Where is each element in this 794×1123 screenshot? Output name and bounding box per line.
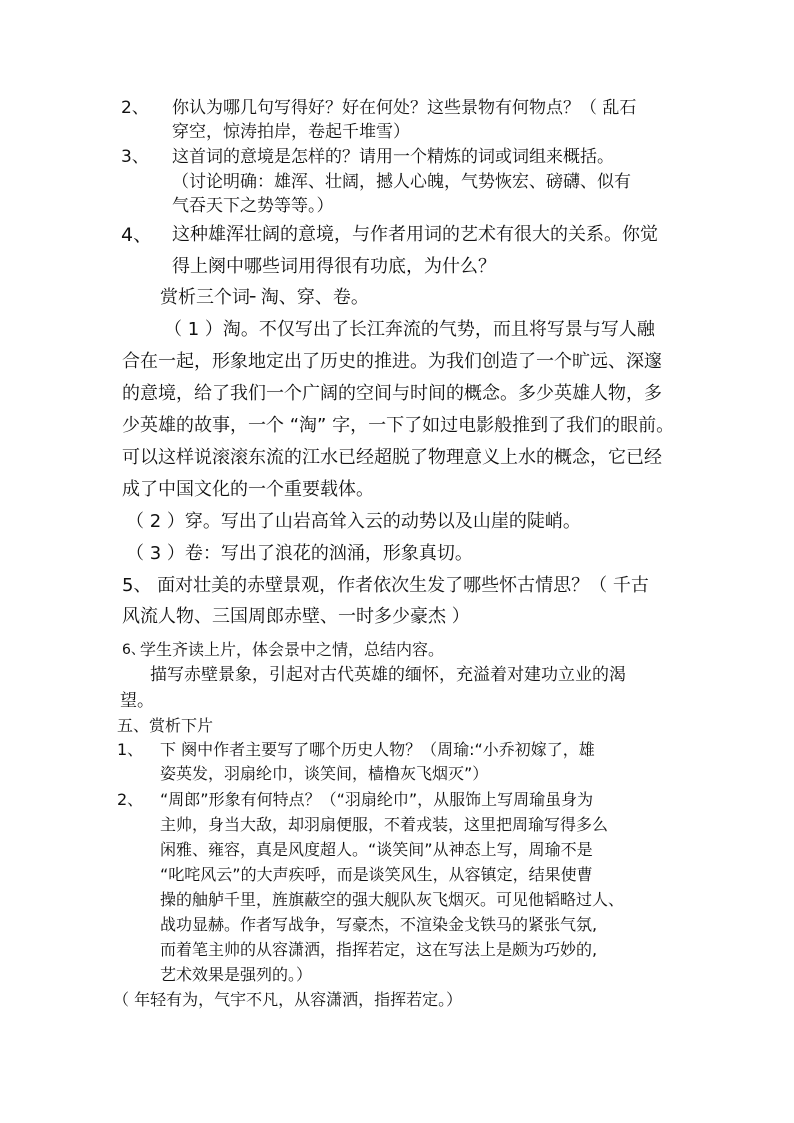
summary-line-2: 望。: [120, 691, 154, 711]
s1-line-2: 姿英发，羽扇纶巾，谈笑间，樯橹灰飞烟灭”）: [160, 764, 489, 783]
p1-line-5: 可以这样说滚滚东流的江水已经超脱了物理意义上水的概念，它已经: [122, 447, 662, 468]
p1-line-1: （ 1 ）淘。不仅写出了长江奔流的气势，而且将写景与写人融: [164, 319, 655, 340]
s2-line-3: 闲雅、雍容，真是风度超人。“谈笑间”从神态上写，周瑜不是: [160, 840, 593, 859]
q6-number: 6、: [122, 642, 145, 658]
q2-line-1: 你认为哪几句写得好？好在何处？这些景物有何物点？（ 乱石: [172, 98, 637, 118]
s2-line-4: “叱咤风云”的大声疾呼，而是谈笑风生，从容镇定，结果使曹: [160, 865, 593, 884]
s2-line-6: 战功显赫。作者写战争，写豪杰，不渲染金戈铁马的紧张气氛,: [160, 915, 598, 934]
summary-line-1: 描写赤壁景象，引起对古代英雄的缅怀，充溢着对建功立业的渴: [150, 665, 626, 685]
p1-line-3: 的意境，给了我们一个广阔的空间与时间的概念。多少英雄人物，多: [122, 383, 662, 404]
p1-line-6: 成了中国文化的一个重要载体。: [122, 479, 374, 500]
q3-line-2: （讨论明确：雄浑、壮阔，撼人心魄，气势恢宏、磅礴、似有: [172, 172, 631, 192]
p2-line: （ 2 ）穿。写出了山岩高耸入云的动势以及山崖的陡峭。: [126, 511, 581, 532]
q3-line-3: 气吞天下之势等等。）: [172, 196, 334, 216]
section-five-heading: 五、赏析下片: [117, 716, 214, 735]
s2-line-5: 操的舳舻千里，旌旗蔽空的强大舰队灰飞烟灭。可见他韬略过人、: [160, 890, 625, 909]
appreciate-heading: 赏析三个词╴淘、穿、卷。: [160, 287, 369, 308]
s2-line-2: 主帅，身当大敌，却羽扇便服，不着戎装，这里把周瑜写得多么: [160, 815, 609, 834]
q3-line-1: 这首词的意境是怎样的？请用一个精炼的词或词组来概括。: [172, 147, 614, 167]
closing-line: （ 年轻有为，气宇不凡，从容潇洒，指挥若定。）: [113, 990, 463, 1009]
q6-line: 学生齐读上片，体会景中之情，总结内容。: [140, 640, 445, 659]
q4-line-2: 得上阕中哪些词用得很有功底，为什么？: [172, 256, 496, 277]
s1-number: 1、: [117, 740, 144, 759]
q4-line-1: 这种雄浑壮阔的意境，与作者用词的艺术有很大的关系。你觉: [172, 224, 658, 245]
p1-line-4: 少英雄的故事，一个 “淘” 字，一下了如过电影般推到了我们的眼前。: [122, 415, 675, 436]
q3-number: 3、: [121, 147, 149, 167]
s2-line-7: 而着笔主帅的从容潇洒，指挥若定，这在写法上是颇为巧妙的,: [160, 940, 598, 959]
p1-line-2: 合在一起，形象地定出了历史的推进。为我们创造了一个旷远、深邃: [122, 351, 662, 372]
s2-line-1: “周郎”形象有何特点？（“羽扇纶巾”，从服饰上写周瑜虽身为: [160, 790, 594, 809]
q2-number: 2、: [121, 98, 149, 118]
s2-line-8: 艺术效果是强列的。）: [160, 965, 313, 984]
s1-line-1: 下 阕中作者主要写了哪个历史人物？（周瑜:“小乔初嫁了，雄: [160, 740, 595, 759]
q5-line-1: 5、 面对壮美的赤壁景观，作者依次生发了哪些怀古情思？（ 千古: [122, 575, 649, 596]
q5-line-2: 风流人物、三国周郎赤壁、一时多少豪杰 ）: [122, 606, 470, 627]
s2-number: 2、: [117, 790, 144, 809]
p3-line: （ 3 ）卷：写出了浪花的汹涌，形象真切。: [126, 543, 473, 564]
q4-number: 4、: [121, 224, 153, 246]
q2-line-2: 穿空，惊涛拍岸，卷起千堆雪）: [172, 122, 410, 142]
